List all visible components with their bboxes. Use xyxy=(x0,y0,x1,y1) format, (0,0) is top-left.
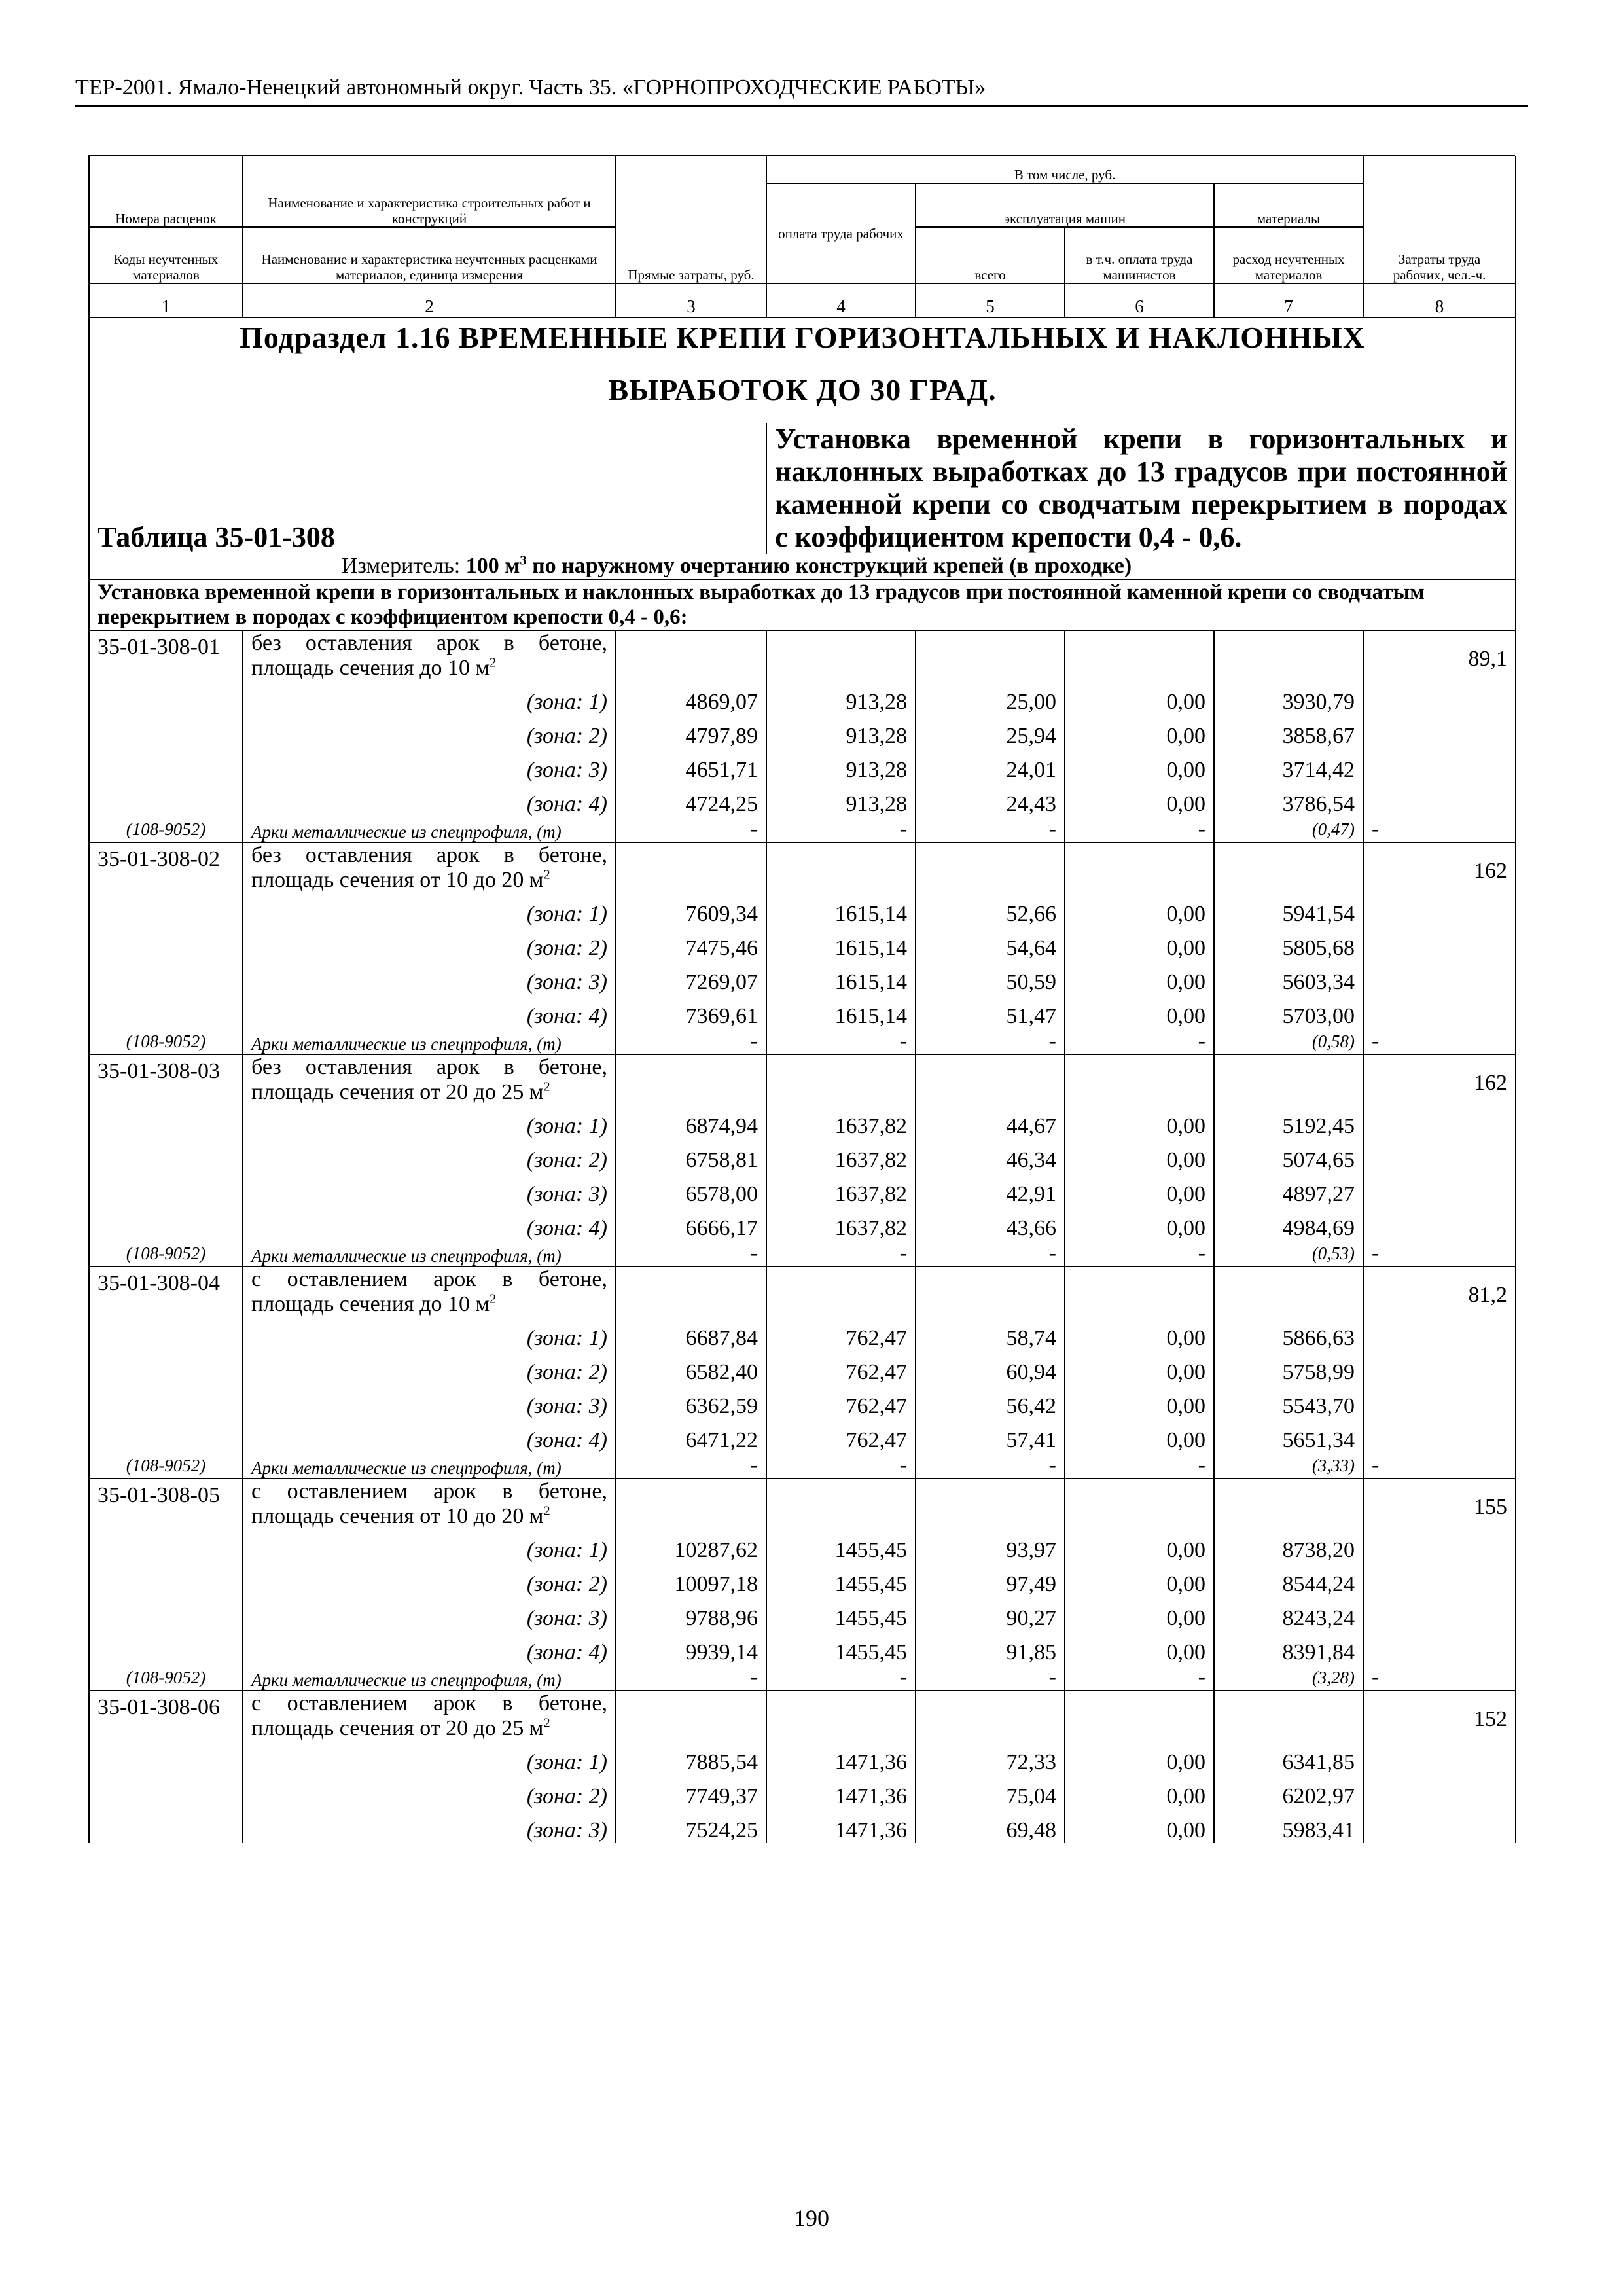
direct-cost: 6687,84 xyxy=(616,1317,766,1351)
zone-row xyxy=(89,927,1516,961)
dash-cell: - xyxy=(916,1453,1065,1479)
material-amount: (0,58) xyxy=(1214,1029,1363,1054)
materials-value: 4897,27 xyxy=(1214,1173,1363,1207)
zone-row xyxy=(89,1809,1516,1843)
zone-label: (зона: 2) xyxy=(243,1351,616,1385)
zone-label: (зона: 2) xyxy=(243,1139,616,1173)
header-row-2 xyxy=(89,183,1516,227)
materials-value: 5805,68 xyxy=(1214,927,1363,961)
rate-name: без оставления арок в бетоне, площадь сечения от 20 до 25 $м^2$ xyxy=(243,1054,616,1105)
direct-cost: 6666,17 xyxy=(616,1207,766,1241)
table-name: Таблица 35-01-308 xyxy=(89,423,766,554)
column-number: 2 xyxy=(243,283,616,317)
dash-cell: - xyxy=(1065,1029,1214,1054)
dash-cell: - xyxy=(916,1665,1065,1691)
dash-cell: - xyxy=(766,1029,916,1054)
zone-label: (зона: 4) xyxy=(243,995,616,1029)
rates-table xyxy=(88,156,1516,1843)
zone-label: (зона: 4) xyxy=(243,1419,616,1453)
wages-value: 1455,45 xyxy=(766,1563,916,1597)
labor-dash: - xyxy=(1363,1453,1516,1479)
direct-costs-header: Прямые затраты, руб. xyxy=(616,227,766,283)
dash-cell: - xyxy=(916,1029,1065,1054)
wages-value: 1471,36 xyxy=(766,1809,916,1843)
machinist-value: 0,00 xyxy=(1065,927,1214,961)
machinist-value: 0,00 xyxy=(1065,783,1214,817)
zone-label: (зона: 4) xyxy=(243,1631,616,1665)
materials-value: 5983,41 xyxy=(1214,1809,1363,1843)
materials-value: 5543,70 xyxy=(1214,1385,1363,1419)
direct-cost: 7885,54 xyxy=(616,1741,766,1775)
material-row xyxy=(89,817,1516,842)
machinist-value: 0,00 xyxy=(1065,1105,1214,1139)
rate-code: 35-01-308-05 xyxy=(89,1479,243,1665)
labor-header: Затраты труда рабочих, чел.-ч. xyxy=(1363,227,1516,283)
zone-row xyxy=(89,893,1516,927)
material-amount: (0,47) xyxy=(1214,817,1363,842)
rate-code: 35-01-308-06 xyxy=(89,1691,243,1843)
wages-value: 1637,82 xyxy=(766,1173,916,1207)
direct-cost: 7475,46 xyxy=(616,927,766,961)
direct-cost: 9939,14 xyxy=(616,1631,766,1665)
machinist-value: 0,00 xyxy=(1065,1529,1214,1563)
machines-value: 52,66 xyxy=(916,893,1065,927)
dash-cell: - xyxy=(1065,817,1214,842)
meter-description: по наружному очертанию конструкций крепей (в проходке) xyxy=(532,554,1132,578)
zone-row xyxy=(89,1775,1516,1809)
rate-name: с оставлением арок в бетоне, площадь сечения от 20 до 25 $м^2$ xyxy=(243,1691,616,1741)
dash-cell: - xyxy=(1065,1665,1214,1691)
machines-value: 91,85 xyxy=(916,1631,1065,1665)
direct-cost: 7369,61 xyxy=(616,995,766,1029)
dash-cell: - xyxy=(766,817,916,842)
rate-name: с оставлением арок в бетоне, площадь сечения от 10 до 20 $м^2$ xyxy=(243,1479,616,1529)
material-row xyxy=(89,1029,1516,1054)
wages-value: 1471,36 xyxy=(766,1775,916,1809)
rate-row xyxy=(89,1266,1516,1317)
rate-name: без оставления арок в бетоне, площадь сечения от 10 до 20 $м^2$ xyxy=(243,842,616,893)
column-number: 4 xyxy=(766,283,916,317)
group-description-row xyxy=(89,579,1516,630)
machines-value: 46,34 xyxy=(916,1139,1065,1173)
material-row xyxy=(89,1453,1516,1479)
direct-cost: 7524,25 xyxy=(616,1809,766,1843)
wages-value: 1615,14 xyxy=(766,893,916,927)
material-code: (108-9052) xyxy=(89,1029,243,1054)
machines-value: 25,00 xyxy=(916,681,1065,715)
direct-cost: 6758,81 xyxy=(616,1139,766,1173)
wages-value: 1471,36 xyxy=(766,1741,916,1775)
direct-cost: 6362,59 xyxy=(616,1385,766,1419)
wages-value: 762,47 xyxy=(766,1419,916,1453)
rate-name: без оставления арок в бетоне, площадь сечения до 10 $м^2$ xyxy=(243,630,616,681)
wages-value: 1615,14 xyxy=(766,995,916,1029)
machines-value: 50,59 xyxy=(916,961,1065,995)
table-head-row xyxy=(89,423,1516,554)
labor-dash: - xyxy=(1363,1241,1516,1266)
material-code: (108-9052) xyxy=(89,1665,243,1691)
machines-value: 90,27 xyxy=(916,1597,1065,1631)
rate-row xyxy=(89,1479,1516,1529)
dash-cell: - xyxy=(616,1453,766,1479)
direct-cost: 4797,89 xyxy=(616,715,766,749)
material-amount: (3,33) xyxy=(1214,1453,1363,1479)
dash-cell: - xyxy=(616,817,766,842)
meter-row xyxy=(89,554,1516,579)
labor-value: 89,1 xyxy=(1363,630,1516,817)
zone-label: (зона: 2) xyxy=(243,715,616,749)
direct-cost: 7609,34 xyxy=(616,893,766,927)
zone-row xyxy=(89,1207,1516,1241)
direct-cost: 10287,62 xyxy=(616,1529,766,1563)
column-number: 3 xyxy=(616,283,766,317)
rate-name: с оставлением арок в бетоне, площадь сечения до 10 $м^2$ xyxy=(243,1266,616,1317)
material-name: Арки металлические из спецпрофиля, (т) xyxy=(243,1241,616,1266)
materials-value: 5192,45 xyxy=(1214,1105,1363,1139)
column-number: 6 xyxy=(1065,283,1214,317)
rates-sheet xyxy=(88,155,1515,1843)
materials-value: 8243,24 xyxy=(1214,1597,1363,1631)
material-row xyxy=(89,1665,1516,1691)
column-numbers-row xyxy=(89,283,1516,317)
zone-label: (зона: 1) xyxy=(243,1529,616,1563)
zone-row xyxy=(89,1563,1516,1597)
direct-cost: 4724,25 xyxy=(616,783,766,817)
machines-value: 97,49 xyxy=(916,1563,1065,1597)
materials-value: 5941,54 xyxy=(1214,893,1363,927)
zone-row xyxy=(89,1529,1516,1563)
zone-label: (зона: 2) xyxy=(243,1563,616,1597)
machinist-value: 0,00 xyxy=(1065,749,1214,783)
materials-value: 6341,85 xyxy=(1214,1741,1363,1775)
materials-header: материалы xyxy=(1214,183,1363,227)
dash-cell: - xyxy=(616,1029,766,1054)
labor-value: 81,2 xyxy=(1363,1266,1516,1453)
section-title-line-1: Подраздел 1.16 ВРЕМЕННЫЕ КРЕПИ ГОРИЗОНТАЛЬНЫХ И НАКЛОННЫХ xyxy=(240,321,1365,354)
column-number: 7 xyxy=(1214,283,1363,317)
materials-value: 3858,67 xyxy=(1214,715,1363,749)
zone-label: (зона: 1) xyxy=(243,681,616,715)
labor-dash: - xyxy=(1363,817,1516,842)
zone-row xyxy=(89,1317,1516,1351)
materials-value: 3786,54 xyxy=(1214,783,1363,817)
zone-row xyxy=(89,681,1516,715)
dash-cell: - xyxy=(766,1241,916,1266)
wages-value: 913,28 xyxy=(766,715,916,749)
rate-number-header: Номера расценок xyxy=(89,183,243,227)
wages-value: 1615,14 xyxy=(766,961,916,995)
machines-value: 25,94 xyxy=(916,715,1065,749)
dash-cell: - xyxy=(916,1241,1065,1266)
wages-value: 1637,82 xyxy=(766,1105,916,1139)
direct-cost: 9788,96 xyxy=(616,1597,766,1631)
machines-value: 44,67 xyxy=(916,1105,1065,1139)
zone-row xyxy=(89,995,1516,1029)
table-description: Установка временной крепи в горизонтальных и наклонных выработках до 13 градусов при постоянной каменной крепи со сводчатым перекрытием в породах с коэффициентом крепости 0,4 - 0,6. xyxy=(766,423,1516,554)
direct-cost: 4869,07 xyxy=(616,681,766,715)
labor-value: 162 xyxy=(1363,842,1516,1029)
machinist-value: 0,00 xyxy=(1065,893,1214,927)
zone-label: (зона: 4) xyxy=(243,1207,616,1241)
machinist-value: 0,00 xyxy=(1065,1317,1214,1351)
material-code: (108-9052) xyxy=(89,817,243,842)
material-code: (108-9052) xyxy=(89,1241,243,1266)
machinist-value: 0,00 xyxy=(1065,1351,1214,1385)
wages-value: 1637,82 xyxy=(766,1207,916,1241)
machinist-value: 0,00 xyxy=(1065,681,1214,715)
zone-row xyxy=(89,1385,1516,1419)
header-row-1 xyxy=(89,156,1516,183)
section-title-line-2: ВЫРАБОТОК ДО 30 ГРАД. xyxy=(608,373,997,406)
dash-cell: - xyxy=(1065,1453,1214,1479)
zone-row xyxy=(89,961,1516,995)
materials-value: 5703,00 xyxy=(1214,995,1363,1029)
zone-label: (зона: 3) xyxy=(243,961,616,995)
material-amount: (0,53) xyxy=(1214,1241,1363,1266)
machinist-value: 0,00 xyxy=(1065,1139,1214,1173)
zone-label: (зона: 1) xyxy=(243,893,616,927)
materials-value: 5074,65 xyxy=(1214,1139,1363,1173)
zone-label: (зона: 3) xyxy=(243,1385,616,1419)
machines-value: 42,91 xyxy=(916,1173,1065,1207)
dash-cell: - xyxy=(616,1665,766,1691)
machines-value: 51,47 xyxy=(916,995,1065,1029)
zone-row xyxy=(89,715,1516,749)
zone-label: (зона: 3) xyxy=(243,1597,616,1631)
rate-row xyxy=(89,630,1516,681)
rate-row xyxy=(89,1691,1516,1741)
work-name-header: Наименование и характеристика строительных работ и конструкций xyxy=(243,183,616,227)
material-names-header: Наименование и характеристика неучтенных расценками материалов, единица измерения xyxy=(243,227,616,283)
machinist-value: 0,00 xyxy=(1065,1173,1214,1207)
machines-value: 57,41 xyxy=(916,1419,1065,1453)
zone-label: (зона: 1) xyxy=(243,1105,616,1139)
rate-row xyxy=(89,1054,1516,1105)
page-number: 190 xyxy=(794,2205,829,2231)
dash-cell: - xyxy=(1065,1241,1214,1266)
wages-value: 1637,82 xyxy=(766,1139,916,1173)
machines-value: 58,74 xyxy=(916,1317,1065,1351)
zone-label: (зона: 3) xyxy=(243,749,616,783)
rate-code: 35-01-308-02 xyxy=(89,842,243,1029)
machinist-wages-header: в т.ч. оплата труда машинистов xyxy=(1065,227,1214,283)
zone-label: (зона: 1) xyxy=(243,1317,616,1351)
labor-value: 152 xyxy=(1363,1691,1516,1843)
wages-value: 1455,45 xyxy=(766,1631,916,1665)
machinist-value: 0,00 xyxy=(1065,1207,1214,1241)
zone-row xyxy=(89,1173,1516,1207)
wages-value: 913,28 xyxy=(766,749,916,783)
machinist-value: 0,00 xyxy=(1065,1385,1214,1419)
wages-value: 1455,45 xyxy=(766,1529,916,1563)
machinist-value: 0,00 xyxy=(1065,1597,1214,1631)
meter-value: 100 $м^3$ xyxy=(465,553,527,578)
zone-row xyxy=(89,1741,1516,1775)
materials-value: 8391,84 xyxy=(1214,1631,1363,1665)
materials-value: 6202,97 xyxy=(1214,1775,1363,1809)
material-amount: (3,28) xyxy=(1214,1665,1363,1691)
machinist-value: 0,00 xyxy=(1065,1809,1214,1843)
group-description: Установка временной крепи в горизонтальных и наклонных выработках до 13 градусов при постоянной каменной крепи со сводчатым перекрытием в породах с коэффициентом крепости 0,4 - 0,6: xyxy=(89,579,1516,630)
direct-cost: 7269,07 xyxy=(616,961,766,995)
materials-value: 5758,99 xyxy=(1214,1351,1363,1385)
zone-label: (зона: 4) xyxy=(243,783,616,817)
direct-cost: 4651,71 xyxy=(616,749,766,783)
labor-dash: - xyxy=(1363,1665,1516,1691)
wages-value: 1615,14 xyxy=(766,927,916,961)
dash-cell: - xyxy=(616,1241,766,1266)
zone-row xyxy=(89,1351,1516,1385)
direct-cost: 6578,00 xyxy=(616,1173,766,1207)
material-name: Арки металлические из спецпрофиля, (т) xyxy=(243,1453,616,1479)
zone-row xyxy=(89,1139,1516,1173)
wages-value: 1455,45 xyxy=(766,1597,916,1631)
zone-label: (зона: 1) xyxy=(243,1741,616,1775)
materials-value: 3930,79 xyxy=(1214,681,1363,715)
machines-value: 93,97 xyxy=(916,1529,1065,1563)
direct-cost: 6471,22 xyxy=(616,1419,766,1453)
column-number: 8 xyxy=(1363,283,1516,317)
dash-cell: - xyxy=(766,1665,916,1691)
labor-value: 155 xyxy=(1363,1479,1516,1665)
column-number: 1 xyxy=(89,283,243,317)
wages-value: 762,47 xyxy=(766,1317,916,1351)
machinist-value: 0,00 xyxy=(1065,1419,1214,1453)
direct-cost: 10097,18 xyxy=(616,1563,766,1597)
machines-header: эксплуатация машин xyxy=(916,183,1214,227)
material-row xyxy=(89,1241,1516,1266)
machines-value: 69,48 xyxy=(916,1809,1065,1843)
rate-code: 35-01-308-03 xyxy=(89,1054,243,1241)
unaccounted-materials-header: расход неучтенных материалов xyxy=(1214,227,1363,283)
zone-row xyxy=(89,783,1516,817)
machines-value: 56,42 xyxy=(916,1385,1065,1419)
machinist-value: 0,00 xyxy=(1065,1775,1214,1809)
materials-value: 8544,24 xyxy=(1214,1563,1363,1597)
machinist-value: 0,00 xyxy=(1065,1631,1214,1665)
zone-row xyxy=(89,1419,1516,1453)
labor-dash: - xyxy=(1363,1029,1516,1054)
rate-code: 35-01-308-04 xyxy=(89,1266,243,1453)
machines-value: 60,94 xyxy=(916,1351,1065,1385)
machines-value: 24,43 xyxy=(916,783,1065,817)
materials-value: 5866,63 xyxy=(1214,1317,1363,1351)
machines-value: 54,64 xyxy=(916,927,1065,961)
direct-cost: 6874,94 xyxy=(616,1105,766,1139)
direct-cost: 7749,37 xyxy=(616,1775,766,1809)
meter-label: Измеритель: xyxy=(342,554,461,578)
machines-total-header: всего xyxy=(916,227,1065,283)
machinist-value: 0,00 xyxy=(1065,1563,1214,1597)
machines-value: 24,01 xyxy=(916,749,1065,783)
rate-row xyxy=(89,842,1516,893)
wages-value: 762,47 xyxy=(766,1385,916,1419)
rate-code: 35-01-308-01 xyxy=(89,630,243,817)
dash-cell: - xyxy=(916,817,1065,842)
machinist-value: 0,00 xyxy=(1065,961,1214,995)
column-number: 5 xyxy=(916,283,1065,317)
wages-value: 913,28 xyxy=(766,783,916,817)
material-name: Арки металлические из спецпрофиля, (т) xyxy=(243,817,616,842)
wages-header: оплата труда рабочих xyxy=(766,183,916,283)
machines-value: 72,33 xyxy=(916,1741,1065,1775)
machinist-value: 0,00 xyxy=(1065,715,1214,749)
machines-value: 75,04 xyxy=(916,1775,1065,1809)
materials-value: 5651,34 xyxy=(1214,1419,1363,1453)
zone-row xyxy=(89,1105,1516,1139)
wages-value: 913,28 xyxy=(766,681,916,715)
material-code: (108-9052) xyxy=(89,1453,243,1479)
zone-row xyxy=(89,749,1516,783)
machines-value: 43,66 xyxy=(916,1207,1065,1241)
page-header: ТЕР-2001. Ямало-Ненецкий автономный округ. Часть 35. «ГОРНОПРОХОДЧЕСКИЕ РАБОТЫ» xyxy=(75,75,1528,107)
zone-label: (зона: 3) xyxy=(243,1809,616,1843)
section-title-row xyxy=(89,317,1516,423)
zone-label: (зона: 2) xyxy=(243,927,616,961)
materials-value: 8738,20 xyxy=(1214,1529,1363,1563)
wages-value: 762,47 xyxy=(766,1351,916,1385)
materials-value: 4984,69 xyxy=(1214,1207,1363,1241)
zone-row xyxy=(89,1631,1516,1665)
zone-label: (зона: 3) xyxy=(243,1173,616,1207)
zone-row xyxy=(89,1597,1516,1631)
materials-value: 5603,34 xyxy=(1214,961,1363,995)
material-name: Арки металлические из спецпрофиля, (т) xyxy=(243,1665,616,1691)
material-codes-header: Коды неучтенных материалов xyxy=(89,227,243,283)
materials-value: 3714,42 xyxy=(1214,749,1363,783)
dash-cell: - xyxy=(766,1453,916,1479)
direct-cost: 6582,40 xyxy=(616,1351,766,1385)
including-header: В том числе, руб. xyxy=(766,156,1363,183)
machinist-value: 0,00 xyxy=(1065,995,1214,1029)
material-name: Арки металлические из спецпрофиля, (т) xyxy=(243,1029,616,1054)
machinist-value: 0,00 xyxy=(1065,1741,1214,1775)
zone-label: (зона: 2) xyxy=(243,1775,616,1809)
labor-value: 162 xyxy=(1363,1054,1516,1241)
